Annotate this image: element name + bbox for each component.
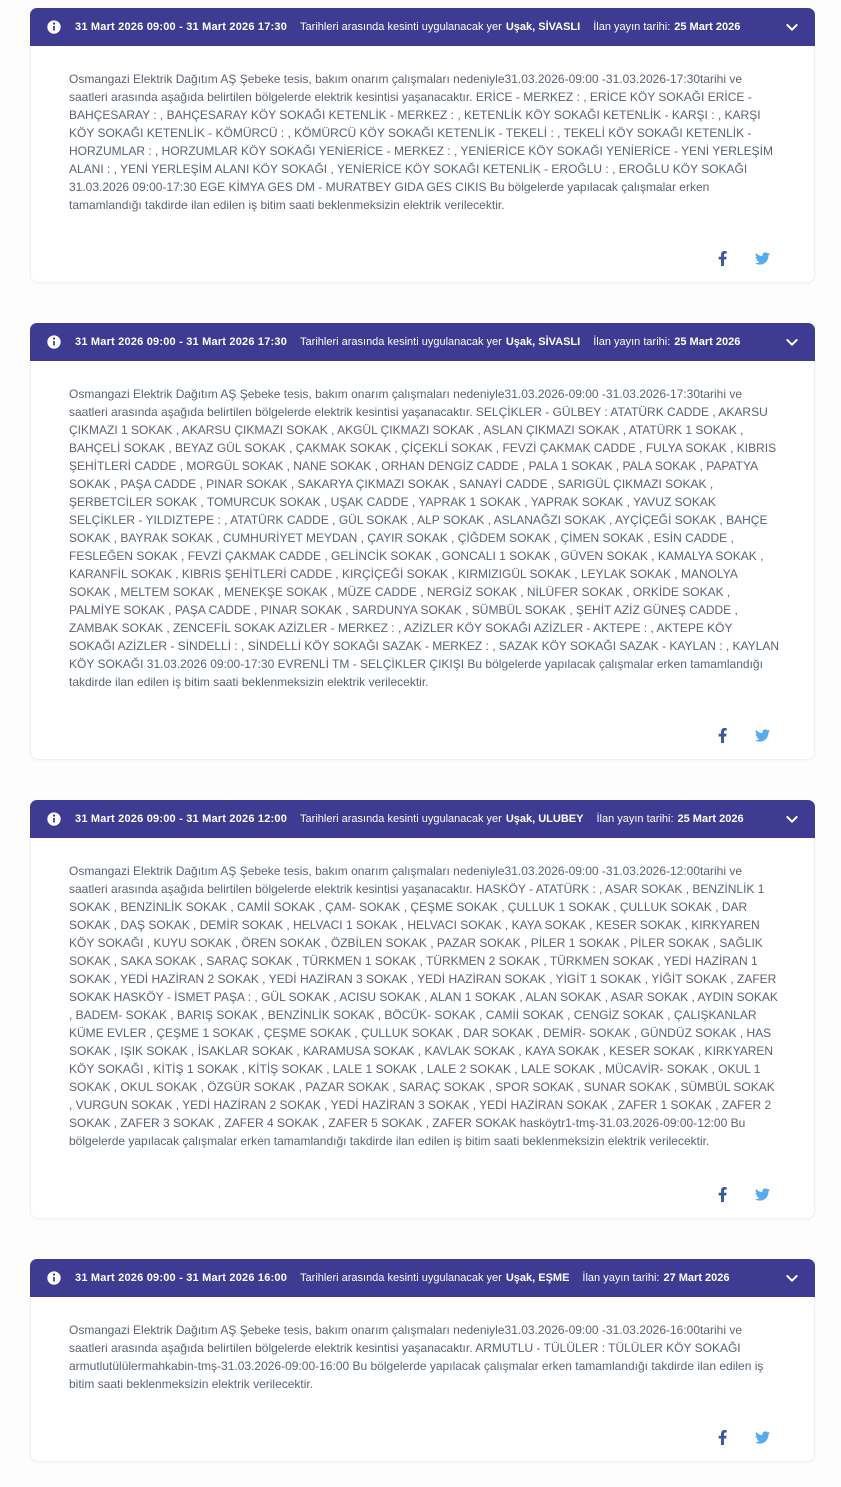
outage-card-header[interactable]: [30, 323, 815, 361]
outage-card: [30, 1259, 815, 1462]
outage-description: Osmangazi Elektrik Dağıtım AŞ Şebeke tesis, bakım onarım çalışmaları nedeniyle31.03.2026-09:00 -31.03.2026-12:00tarihi ve saatleri arasında aşağıda belirtilen bölgelerde elektrik kesintisi yaşanacaktır. HASKÖY - ATATÜRK : , ASAR SOKAK , BENZİNLİK 1 SOKAK , BENZİNLİK SOKAK , CAMİİ SOKAK , ÇAM- SOKAK , ÇEŞME SOKAK , ÇULLUK 1 SOKAK , ÇULLUK SOKAK , DAR SOKAK , DAŞ SOKAK , DEMİR SOKAK , HELVACI 1 SOKAK , HELVACI SOKAK , KAYA SOKAK , KESER SOKAK , KIRKYAREN KÖY SOKAĞI , KUYU SOKAK , ÖREN SOKAK , ÖZBİLEN SOKAK , PAZAR SOKAK , PİLER 1 SOKAK , PİLER SOKAK , SAĞLIK SOKAK , SAKA SOKAK , SARAÇ SOKAK , TÜRKMEN 1 SOKAK , TÜRKMEN 2 SOKAK , TÜRKMEN SOKAK , YEDİ HAZİRAN 1 SOKAK , YEDİ HAZİRAN 2 SOKAK , YEDİ HAZİRAN 3 SOKAK , YEDİ HAZİRAN SOKAK , YİGİT 1 SOKAK , YİĞİT SOKAK , ZAFER SOKAK HASKÖY - İSMET PAŞA : , GÜL SOKAK , ACISU SOKAK , ALAN 1 SOKAK , ALAN SOKAK , ASAR SOKAK , AYDIN SOKAK , BADEM- SOKAK , BARIŞ SOKAK , BENZİNLİK SOKAK , BÖCÜK- SOKAK , CAMİİ SOKAK , CENGİZ SOKAK , ÇALIŞKANLAR KÜME EVLER , ÇEŞME 1 SOKAK , ÇEŞME SOKAK , ÇULLUK SOKAK , DAR SOKAK , DEMİR- SOKAK , GÜNDÜZ SOKAK , HAS SOKAK , IŞIK SOKAK , İSAKLAR SOKAK , KARAMUSA SOKAK , KAVLAK SOKAK , KAYA SOKAK , KESER SOKAK , KIRKYAREN KÖY SOKAĞI , KİTİŞ 1 SOKAK , KİTİŞ SOKAK , LALE 1 SOKAK , LALE 2 SOKAK , LALE SOKAK , MÜCAVİR- SOKAK , OKUL 1 SOKAK , OKUL SOKAK , ÖZGÜR SOKAK , PAZAR SOKAK , SARAÇ SOKAK , SPOR SOKAK , SUNAR SOKAK , SÜMBÜL SOKAK , VURGUN SOKAK , YEDİ HAZİRAN 2 SOKAK , YEDİ HAZİRAN 3 SOKAK , YEDİ HAZİRAN SOKAK , ZAFER 1 SOKAK , ZAFER 2 SOKAK , ZAFER 3 SOKAK , ZAFER 4 SOKAK , ZAFER 5 SOKAK , ZAFER SOKAK hasköytr1-tmş-31.03.2026-09:00-12:00 Bu bölgelerde yapılacak çalışmalar erken tamamlandığı takdirde ilan edilen iş bitim saati beklenmeksizin elektrik verilecektir.: [69, 864, 778, 1148]
outage-card: [30, 8, 815, 283]
chevron-down-icon[interactable]: [783, 810, 801, 828]
info-icon: [46, 811, 62, 827]
outage-card: [30, 800, 815, 1219]
location-value: Uşak, SİVASLI: [505, 21, 581, 33]
publish-date: 25 Mart 2026: [674, 336, 741, 348]
publish-date: 25 Mart 2026: [677, 813, 744, 825]
facebook-share-icon[interactable]: [718, 1430, 727, 1445]
location-label: Tarihleri arasında kesinti uygulanacak yer: [300, 1272, 502, 1284]
location-value: Uşak, SİVASLI: [505, 336, 581, 348]
location-label: Tarihleri arasında kesinti uygulanacak yer: [300, 813, 502, 825]
chevron-down-icon[interactable]: [783, 333, 801, 351]
publish-label: İlan yayın tarihi:: [582, 1272, 660, 1284]
publish-info: [596, 813, 743, 825]
publish-info: [582, 1272, 729, 1284]
outage-description: Osmangazi Elektrik Dağıtım AŞ Şebeke tesis, bakım onarım çalışmaları nedeniyle31.03.2026-09:00 -31.03.2026-16:00tarihi ve saatleri arasında aşağıda belirtilen bölgelerde elektrik kesintisi yaşanacaktır. ARMUTLU - TÜLÜLER : TÜLÜLER KÖY SOKAĞI armutlutülülermahkabin-tmş-31.03.2026-09:00-16:00 Bu bölgelerde yapılacak çalışmalar erken tamamlandığı takdirde ilan edilen iş bitim saati beklenmeksizin elektrik verilecektir.: [69, 1323, 764, 1391]
outage-card-body: [30, 361, 815, 760]
publish-label: İlan yayın tarihi:: [596, 813, 674, 825]
twitter-share-icon[interactable]: [755, 728, 770, 743]
chevron-down-icon[interactable]: [783, 18, 801, 36]
outage-date-range: 31 Mart 2026 09:00 - 31 Mart 2026 17:30: [75, 336, 288, 348]
location-label: Tarihleri arasında kesinti uygulanacak yer: [300, 21, 502, 33]
publish-label: İlan yayın tarihi:: [593, 336, 671, 348]
info-icon: [46, 1270, 62, 1286]
outage-card-body: [30, 1297, 815, 1462]
publish-label: İlan yayın tarihi:: [593, 21, 671, 33]
outage-card-header[interactable]: [30, 1259, 815, 1297]
outage-card-body: [30, 46, 815, 283]
location-value: Uşak, EŞME: [505, 1272, 570, 1284]
location-label: Tarihleri arasında kesinti uygulanacak yer: [300, 336, 502, 348]
facebook-share-icon[interactable]: [718, 728, 727, 743]
chevron-down-icon[interactable]: [783, 1269, 801, 1287]
twitter-share-icon[interactable]: [755, 1187, 770, 1202]
outage-card-header[interactable]: [30, 800, 815, 838]
publish-info: [593, 336, 740, 348]
outage-description: Osmangazi Elektrik Dağıtım AŞ Şebeke tesis, bakım onarım çalışmaları nedeniyle31.03.2026-09:00 -31.03.2026-17:30tarihi ve saatleri arasında aşağıda belirtilen bölgelerde elektrik kesintisi yaşanacaktır. SELÇİKLER - GÜLBEY : ATATÜRK CADDE , AKARSU ÇIKMAZI 1 SOKAK , AKARSU ÇIKMAZI SOKAK , AKGÜL ÇIKMAZI SOKAK , ASLAN ÇIKMAZI SOKAK , ATATÜRK 1 SOKAK , BAHÇELİ SOKAK , BEYAZ GÜL SOKAK , ÇAKMAK SOKAK , ÇİÇEKLİ SOKAK , FEVZİ ÇAKMAK CADDE , FULYA SOKAK , KIBRIS ŞEHİTLERİ CADDE , MORGÜL SOKAK , NANE SOKAK , ORHAN DENGİZ CADDE , PALA 1 SOKAK , PALA SOKAK , PAPATYA SOKAK , PAŞA CADDE , PINAR SOKAK , SAKARYA ÇIKMAZI SOKAK , SANAYİ CADDE , SARIGÜL ÇIKMAZI SOKAK , ŞERBETCİLER SOKAK , TOMURCUK SOKAK , UŞAK CADDE , YAPRAK 1 SOKAK , YAPRAK SOKAK , YAVUZ SOKAK SELÇİKLER - YILDIZTEPE : , ATATÜRK CADDE , GÜL SOKAK , ALP SOKAK , ASLANAĞZI SOKAK , AYÇİÇEĞİ SOKAK , BAHÇE SOKAK , BAYRAK SOKAK , CUMHURİYET MEYDAN , ÇAYIR SOKAK , ÇİĞDEM SOKAK , ÇİMEN SOKAK , ESİN CADDE , FESLEĞEN SOKAK , FEVZİ ÇAKMAK CADDE , GELİNCİK SOKAK , GONCALI 1 SOKAK , GÜVEN SOKAK , KAMALYA SOKAK , KARANFİL SOKAK , KIBRIS ŞEHİTLERİ CADDE , KIRÇİÇEĞİ SOKAK , KIRMIZIGÜL SOKAK , LEYLAK SOKAK , MANOLYA SOKAK , MELTEM SOKAK , MENEKŞE SOKAK , MÜZE CADDE , NERGİZ SOKAK , NİLÜFER SOKAK , ORKİDE SOKAK , PALMİYE SOKAK , PAŞA CADDE , PINAR SOKAK , SARDUNYA SOKAK , SÜMBÜL SOKAK , ŞEHİT AZİZ GÜNEŞ CADDE , ZAMBAK SOKAK , ZENCEFİL SOKAK AZİZLER - MERKEZ : , AZİZLER KÖY SOKAĞI AZİZLER - AKTEPE : , AKTEPE KÖY SOKAĞI AZİZLER - SİNDELLİ : , SİNDELLİ KÖY SOKAĞI SAZAK - MERKEZ : , SAZAK KÖY SOKAĞI SAZAK - KAYLAN : , KAYLAN KÖY SOKAĞI 31.03.2026 09:00-17:30 EVRENLİ TM - SELÇİKLER ÇIKIŞI Bu bölgelerde yapılacak çalışmalar erken tamamlandığı takdirde ilan edilen iş bitim saati beklenmeksizin elektrik verilecektir.: [69, 387, 779, 689]
outage-date-range: 31 Mart 2026 09:00 - 31 Mart 2026 12:00: [75, 813, 288, 825]
facebook-share-icon[interactable]: [718, 251, 727, 266]
outage-card-body: [30, 838, 815, 1219]
outage-date-range: 31 Mart 2026 09:00 - 31 Mart 2026 17:30: [75, 21, 288, 33]
outage-description: Osmangazi Elektrik Dağıtım AŞ Şebeke tesis, bakım onarım çalışmaları nedeniyle31.03.2026-09:00 -31.03.2026-17:30tarihi ve saatleri arasında aşağıda belirtilen bölgelerde elektrik kesintisi yaşanacaktır. ERİCE - MERKEZ : , ERİCE KÖY SOKAĞI ERİCE - BAHÇESARAY : , BAHÇESARAY KÖY SOKAĞI KETENLİK - MERKEZ : , KETENLİK KÖY SOKAĞI KETENLİK - KARŞI : , KARŞI KÖY SOKAĞI KETENLİK - KÖMÜRCÜ : , KÖMÜRCÜ KÖY SOKAĞI KETENLİK - TEKELİ : , TEKELİ KÖY SOKAĞI KETENLİK - HORZUMLAR : , HORZUMLAR KÖY SOKAĞI YENİERİCE - MERKEZ : , YENİERİCE KÖY SOKAĞI YENİERİCE - YENİ YERLEŞİM ALANI : , YENİ YERLEŞİM ALANI KÖY SOKAĞI , YENİERİCE KÖY SOKAĞI KETENLİK - EROĞLU : , EROĞLU KÖY SOKAĞI 31.03.2026 09:00-17:30 EGE KİMYA GES DM - MURATBEY GIDA GES CIKIS Bu bölgelerde yapılacak çalışmalar erken tamamlandığı takdirde ilan edilen iş bitim saati beklenmeksizin elektrik verilecektir.: [69, 72, 773, 212]
outage-location: [300, 21, 580, 33]
outage-location: [300, 813, 583, 825]
publish-date: 25 Mart 2026: [674, 21, 741, 33]
twitter-share-icon[interactable]: [755, 1430, 770, 1445]
publish-date: 27 Mart 2026: [663, 1272, 730, 1284]
share-row: [69, 248, 780, 268]
share-row: [69, 1184, 780, 1204]
share-row: [69, 1427, 780, 1447]
outage-card: [30, 323, 815, 760]
location-value: Uşak, ULUBEY: [505, 813, 584, 825]
facebook-share-icon[interactable]: [718, 1187, 727, 1202]
share-row: [69, 725, 780, 745]
info-icon: [46, 19, 62, 35]
outage-location: [300, 1272, 569, 1284]
outage-date-range: 31 Mart 2026 09:00 - 31 Mart 2026 16:00: [75, 1272, 288, 1284]
twitter-share-icon[interactable]: [755, 251, 770, 266]
info-icon: [46, 334, 62, 350]
outage-location: [300, 336, 580, 348]
publish-info: [593, 21, 740, 33]
outage-card-header[interactable]: [30, 8, 815, 46]
